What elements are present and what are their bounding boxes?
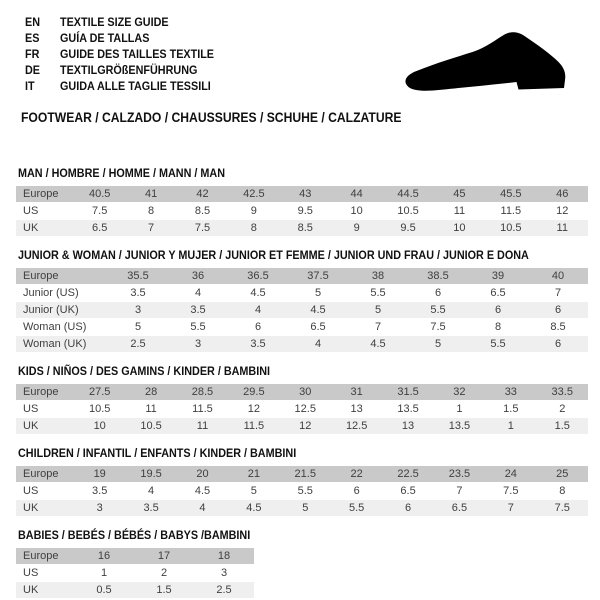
size-cell: 11.5	[228, 418, 279, 434]
size-cell: 3.5	[125, 500, 176, 516]
size-cell: 37.5	[288, 268, 348, 284]
size-cell: 3.5	[168, 302, 228, 318]
size-table-section-kids	[16, 365, 588, 435]
size-cell: 13.5	[382, 401, 433, 417]
size-cell: 22	[331, 466, 382, 482]
size-cell: 40.5	[74, 186, 125, 202]
size-cell: 45	[434, 186, 485, 202]
size-cell: 33	[485, 384, 536, 400]
language-code: DE	[25, 63, 41, 77]
table-row-children-0	[16, 466, 588, 482]
size-table-section-junior-woman	[16, 249, 588, 353]
language-code: EN	[25, 15, 41, 29]
size-cell: 4	[125, 483, 176, 499]
table-row-babies-2	[16, 582, 254, 598]
size-cell: 6	[528, 302, 588, 318]
size-cell: 10.5	[74, 401, 125, 417]
size-cell: 7	[434, 483, 485, 499]
size-cell: 19	[74, 466, 125, 482]
size-cell: 16	[74, 548, 134, 564]
size-cell: 2.5	[108, 336, 168, 352]
table-title-babies: BABIES / BEBÉS / BÉBÉS / BABYS /BAMBINI	[18, 528, 251, 542]
size-cell: 7.5	[177, 220, 228, 236]
language-guide-title: GUIDA ALLE TAGLIE TESSILI	[60, 79, 211, 93]
size-cell: 3.5	[108, 285, 168, 301]
row-label: US	[16, 565, 74, 581]
table-row-children-1	[16, 483, 588, 499]
size-cell: 4.5	[348, 336, 408, 352]
row-label: Junior (US)	[16, 285, 108, 301]
size-cell: 45.5	[485, 186, 536, 202]
table-row-kids-0	[16, 384, 588, 400]
size-cell: 6.5	[288, 319, 348, 335]
size-cell: 8	[228, 220, 279, 236]
size-cell: 7	[348, 319, 408, 335]
table-row-man-1	[16, 203, 588, 219]
size-cell: 42	[177, 186, 228, 202]
row-label: US	[16, 203, 74, 219]
language-guide-title: TEXTILGRÖßENFÜHRUNG	[60, 63, 198, 77]
size-cell: 8	[537, 483, 588, 499]
size-cell: 8.5	[280, 220, 331, 236]
row-label: Europe	[16, 384, 74, 400]
size-cell: 36	[168, 268, 228, 284]
size-cell: 41	[125, 186, 176, 202]
size-cell: 6.5	[382, 483, 433, 499]
size-cell: 5	[288, 285, 348, 301]
size-cell: 9	[228, 203, 279, 219]
size-cell: 11	[125, 401, 176, 417]
table-row-babies-1	[16, 565, 254, 581]
size-cell: 28.5	[177, 384, 228, 400]
size-cell: 5	[228, 483, 279, 499]
size-cell: 3.5	[74, 483, 125, 499]
size-cell: 1	[74, 565, 134, 581]
size-cell: 4.5	[177, 483, 228, 499]
size-cell: 10	[331, 203, 382, 219]
size-cell: 4.5	[228, 285, 288, 301]
size-cell: 6.5	[434, 500, 485, 516]
size-cell: 1	[485, 418, 536, 434]
size-cell: 24	[485, 466, 536, 482]
row-label: Woman (US)	[16, 319, 108, 335]
table-title-junior-woman: JUNIOR & WOMAN / JUNIOR Y MUJER / JUNIOR ET FEMME / JUNIOR UND FRAU / JUNIOR E DONA	[18, 248, 529, 262]
size-cell: 4	[177, 500, 228, 516]
language-code: ES	[25, 31, 40, 45]
size-cell: 6	[408, 285, 468, 301]
size-cell: 7.5	[485, 483, 536, 499]
size-cell: 12	[280, 418, 331, 434]
row-label: Europe	[16, 186, 74, 202]
size-cell: 13.5	[434, 418, 485, 434]
size-cell: 22.5	[382, 466, 433, 482]
row-label: US	[16, 401, 74, 417]
row-label: UK	[16, 418, 74, 434]
size-cell: 6	[228, 319, 288, 335]
size-cell: 10.5	[382, 203, 433, 219]
size-table-man	[16, 185, 588, 237]
size-cell: 3	[108, 302, 168, 318]
language-code: IT	[25, 79, 35, 93]
row-label: Europe	[16, 268, 108, 284]
size-cell: 5.5	[348, 285, 408, 301]
size-cell: 9.5	[280, 203, 331, 219]
size-cell: 8	[125, 203, 176, 219]
table-row-children-2	[16, 500, 588, 516]
size-cell: 6	[382, 500, 433, 516]
size-cell: 3	[74, 500, 125, 516]
size-cell: 40	[528, 268, 588, 284]
size-cell: 42.5	[228, 186, 279, 202]
size-cell: 20	[177, 466, 228, 482]
table-row-junior-woman-1	[16, 285, 588, 301]
size-cell: 10	[74, 418, 125, 434]
size-cell: 5	[408, 336, 468, 352]
size-cell: 21	[228, 466, 279, 482]
size-cell: 3	[194, 565, 254, 581]
size-table-children	[16, 465, 588, 517]
size-cell: 3	[168, 336, 228, 352]
row-label: UK	[16, 220, 74, 236]
size-cell: 12	[537, 203, 588, 219]
size-cell: 38.5	[408, 268, 468, 284]
language-guide-title: GUIDE DES TAILLES TEXTILE	[60, 47, 215, 61]
size-cell: 12.5	[280, 401, 331, 417]
table-row-kids-2	[16, 418, 588, 434]
table-row-junior-woman-2	[16, 302, 588, 318]
size-cell: 6.5	[468, 285, 528, 301]
size-cell: 0.5	[74, 582, 134, 598]
row-label: UK	[16, 582, 74, 598]
size-cell: 6	[528, 336, 588, 352]
size-cell: 1.5	[134, 582, 194, 598]
size-cell: 7	[528, 285, 588, 301]
row-label: UK	[16, 500, 74, 516]
size-cell: 43	[280, 186, 331, 202]
dress-shoe-icon	[397, 30, 585, 108]
size-cell: 10.5	[125, 418, 176, 434]
size-table-kids	[16, 383, 588, 435]
table-title-kids: KIDS / NIÑOS / DES GAMINS / KINDER / BAMBINI	[18, 364, 271, 378]
size-cell: 8	[468, 319, 528, 335]
size-cell: 31	[331, 384, 382, 400]
size-cell: 33.5	[537, 384, 588, 400]
size-cell: 36.5	[228, 268, 288, 284]
size-cell: 44.5	[382, 186, 433, 202]
size-cell: 7.5	[408, 319, 468, 335]
size-cell: 6.5	[74, 220, 125, 236]
language-guide-title: GUÍA DE TALLAS	[60, 31, 150, 45]
size-cell: 3.5	[228, 336, 288, 352]
size-cell: 4.5	[288, 302, 348, 318]
size-cell: 18	[194, 548, 254, 564]
language-code: FR	[25, 47, 40, 61]
row-label: Junior (UK)	[16, 302, 108, 318]
table-row-junior-woman-3	[16, 319, 588, 335]
row-label: Europe	[16, 466, 74, 482]
size-cell: 6	[331, 483, 382, 499]
size-cell: 38	[348, 268, 408, 284]
table-row-junior-woman-0	[16, 268, 588, 284]
size-cell: 11.5	[485, 203, 536, 219]
size-cell: 19.5	[125, 466, 176, 482]
size-table-section-children	[16, 447, 588, 517]
table-row-kids-1	[16, 401, 588, 417]
size-cell: 5.5	[331, 500, 382, 516]
size-cell: 8.5	[528, 319, 588, 335]
size-cell: 5	[348, 302, 408, 318]
size-cell: 7	[125, 220, 176, 236]
size-cell: 5.5	[168, 319, 228, 335]
size-cell: 5.5	[408, 302, 468, 318]
size-cell: 7	[485, 500, 536, 516]
size-table-section-babies	[16, 529, 588, 599]
size-cell: 4	[288, 336, 348, 352]
size-cell: 9	[331, 220, 382, 236]
size-cell: 7.5	[537, 500, 588, 516]
table-row-man-0	[16, 186, 588, 202]
size-cell: 1	[434, 401, 485, 417]
size-cell: 5	[108, 319, 168, 335]
size-cell: 32	[434, 384, 485, 400]
size-cell: 12.5	[331, 418, 382, 434]
size-cell: 44	[331, 186, 382, 202]
language-row-en	[25, 14, 588, 30]
size-cell: 30	[280, 384, 331, 400]
size-cell: 21.5	[280, 466, 331, 482]
size-cell: 23.5	[434, 466, 485, 482]
size-table-section-man	[16, 167, 588, 237]
table-row-man-2	[16, 220, 588, 236]
size-cell: 10.5	[485, 220, 536, 236]
size-cell: 2	[537, 401, 588, 417]
size-tables	[16, 167, 588, 599]
size-cell: 7.5	[74, 203, 125, 219]
table-title-children: CHILDREN / INFANTIL / ENFANTS / KINDER / BAMBINI	[18, 446, 297, 460]
size-cell: 4	[168, 285, 228, 301]
language-guide-title: TEXTILE SIZE GUIDE	[60, 15, 169, 29]
size-cell: 5.5	[280, 483, 331, 499]
size-cell: 11	[434, 203, 485, 219]
size-cell: 46	[537, 186, 588, 202]
size-cell: 6	[468, 302, 528, 318]
table-row-babies-0	[16, 548, 254, 564]
size-cell: 5	[280, 500, 331, 516]
size-cell: 4	[228, 302, 288, 318]
size-cell: 11	[537, 220, 588, 236]
size-cell: 1.5	[537, 418, 588, 434]
size-cell: 8.5	[177, 203, 228, 219]
size-cell: 27.5	[74, 384, 125, 400]
row-label: Europe	[16, 548, 74, 564]
size-cell: 11	[177, 418, 228, 434]
size-cell: 11.5	[177, 401, 228, 417]
size-table-junior-woman	[16, 267, 588, 353]
size-cell: 1.5	[485, 401, 536, 417]
size-cell: 13	[331, 401, 382, 417]
size-cell: 31.5	[382, 384, 433, 400]
size-cell: 10	[434, 220, 485, 236]
size-cell: 4.5	[228, 500, 279, 516]
size-cell: 17	[134, 548, 194, 564]
category-title: FOOTWEAR / CALZADO / CHAUSSURES / SCHUHE / CALZATURE	[21, 110, 402, 125]
table-title-man: MAN / HOMBRE / HOMME / MANN / MAN	[18, 166, 225, 180]
size-cell: 29.5	[228, 384, 279, 400]
size-cell: 2.5	[194, 582, 254, 598]
row-label: Woman (UK)	[16, 336, 108, 352]
size-cell: 9.5	[382, 220, 433, 236]
size-cell: 39	[468, 268, 528, 284]
size-table-babies	[16, 547, 254, 599]
size-cell: 28	[125, 384, 176, 400]
table-row-junior-woman-4	[16, 336, 588, 352]
size-cell: 5.5	[468, 336, 528, 352]
size-cell: 35.5	[108, 268, 168, 284]
size-cell: 12	[228, 401, 279, 417]
size-cell: 13	[382, 418, 433, 434]
row-label: US	[16, 483, 74, 499]
size-cell: 25	[537, 466, 588, 482]
size-cell: 2	[134, 565, 194, 581]
